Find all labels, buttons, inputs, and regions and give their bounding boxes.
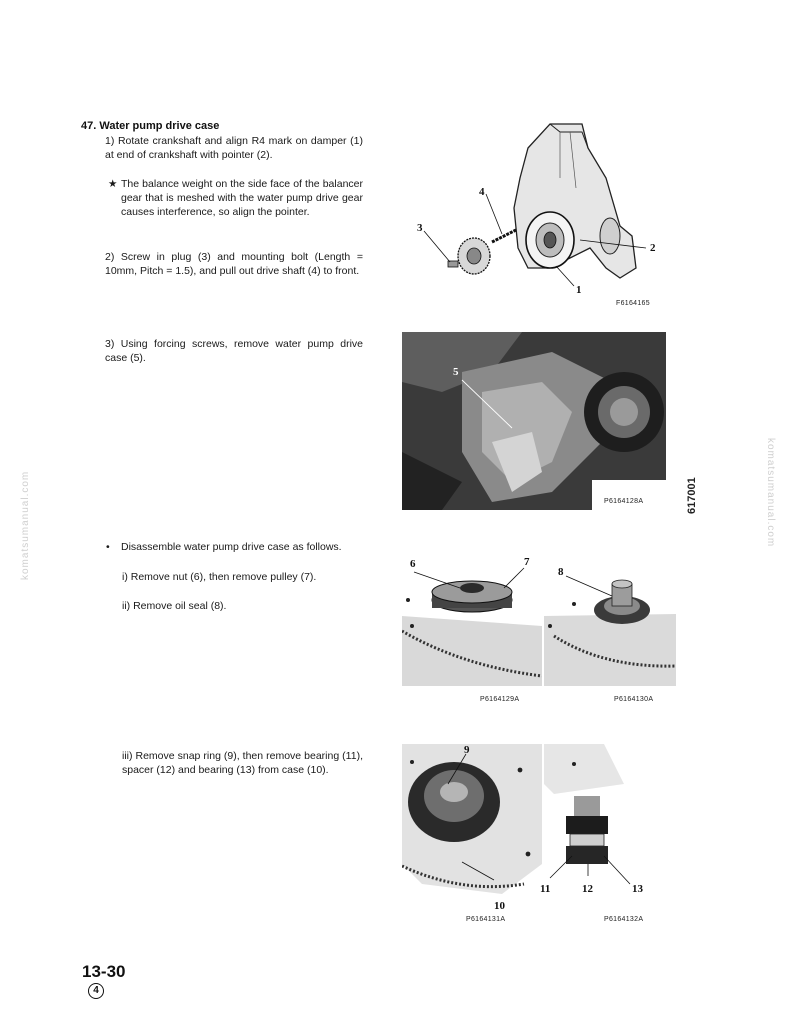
disassemble-text: Disassemble water pump drive case as follows. <box>121 541 342 553</box>
watermark-right: komatsumanual.com <box>765 438 776 548</box>
step-2: 2) Screw in plug (3) and mounting bolt (Length = 10mm, Pitch = 1.5), and pull out drive shaft (4) to front. <box>105 251 363 277</box>
star-icon: ★ <box>108 178 118 190</box>
callout-12: 12 <box>582 883 593 895</box>
engine-housing-drawing <box>410 118 685 318</box>
callout-5: 5 <box>453 366 459 378</box>
callout-4: 4 <box>479 186 485 198</box>
callout-11: 11 <box>540 883 551 895</box>
step-3: 3) Using forcing screws, remove water pump drive case (5). <box>105 338 363 364</box>
snap-ring-photo-shapes <box>402 744 542 904</box>
callout-13: 13 <box>632 883 643 895</box>
figure-drive-shaft-removal <box>410 118 685 318</box>
callout-2: 2 <box>650 242 656 254</box>
callout-7: 7 <box>524 556 530 568</box>
substep-iii: iii) Remove snap ring (9), then remove bearing (11), spacer (12) and bearing (13) from case (10). <box>122 750 363 776</box>
figure-caption-1: F6164165 <box>616 300 650 307</box>
callout-8: 8 <box>558 566 564 578</box>
revision-badge: 4 <box>88 983 104 999</box>
photo-bearings <box>540 744 676 928</box>
bearings-photo-shapes <box>544 744 676 894</box>
bullet-icon: • <box>106 541 110 553</box>
section-title: 47. Water pump drive case <box>81 120 220 132</box>
callout-3: 3 <box>417 222 423 234</box>
figure-caption-3: P6164129A <box>480 696 520 703</box>
photo-snap-ring <box>402 744 542 928</box>
pulley-photo-shapes <box>402 556 542 686</box>
page-number: 13-30 <box>82 962 126 981</box>
callout-1: 1 <box>576 284 582 296</box>
substep-i: i) Remove nut (6), then remove pulley (7). <box>122 571 317 583</box>
callout-6: 6 <box>410 558 416 570</box>
callout-10: 10 <box>494 900 505 912</box>
side-code: 617001 <box>686 477 698 514</box>
figure-caption-4: P6164130A <box>614 696 654 703</box>
step-1-note-text: The balance weight on the side face of the balancer gear that is meshed with the water pump drive gear causes interference, so align the pointer. <box>121 178 363 218</box>
photo-pulley <box>402 556 542 706</box>
callout-9: 9 <box>464 744 470 756</box>
drive-case-photo-shapes <box>402 332 666 510</box>
step-1-note <box>108 177 363 218</box>
watermark-left: komatsumanual.com <box>20 470 31 580</box>
step-1: 1) Rotate crankshaft and align R4 mark on damper (1) at end of crankshaft with pointer (2). <box>105 135 363 161</box>
figure-caption-6: P6164132A <box>604 916 644 923</box>
figure-caption-2: P6164128A <box>604 498 644 505</box>
disassemble-bullet <box>106 540 363 554</box>
photo-oil-seal <box>544 556 676 706</box>
figure-caption-5: P6164131A <box>466 916 506 923</box>
photo-drive-case <box>402 332 666 510</box>
substep-ii: ii) Remove oil seal (8). <box>122 600 227 612</box>
